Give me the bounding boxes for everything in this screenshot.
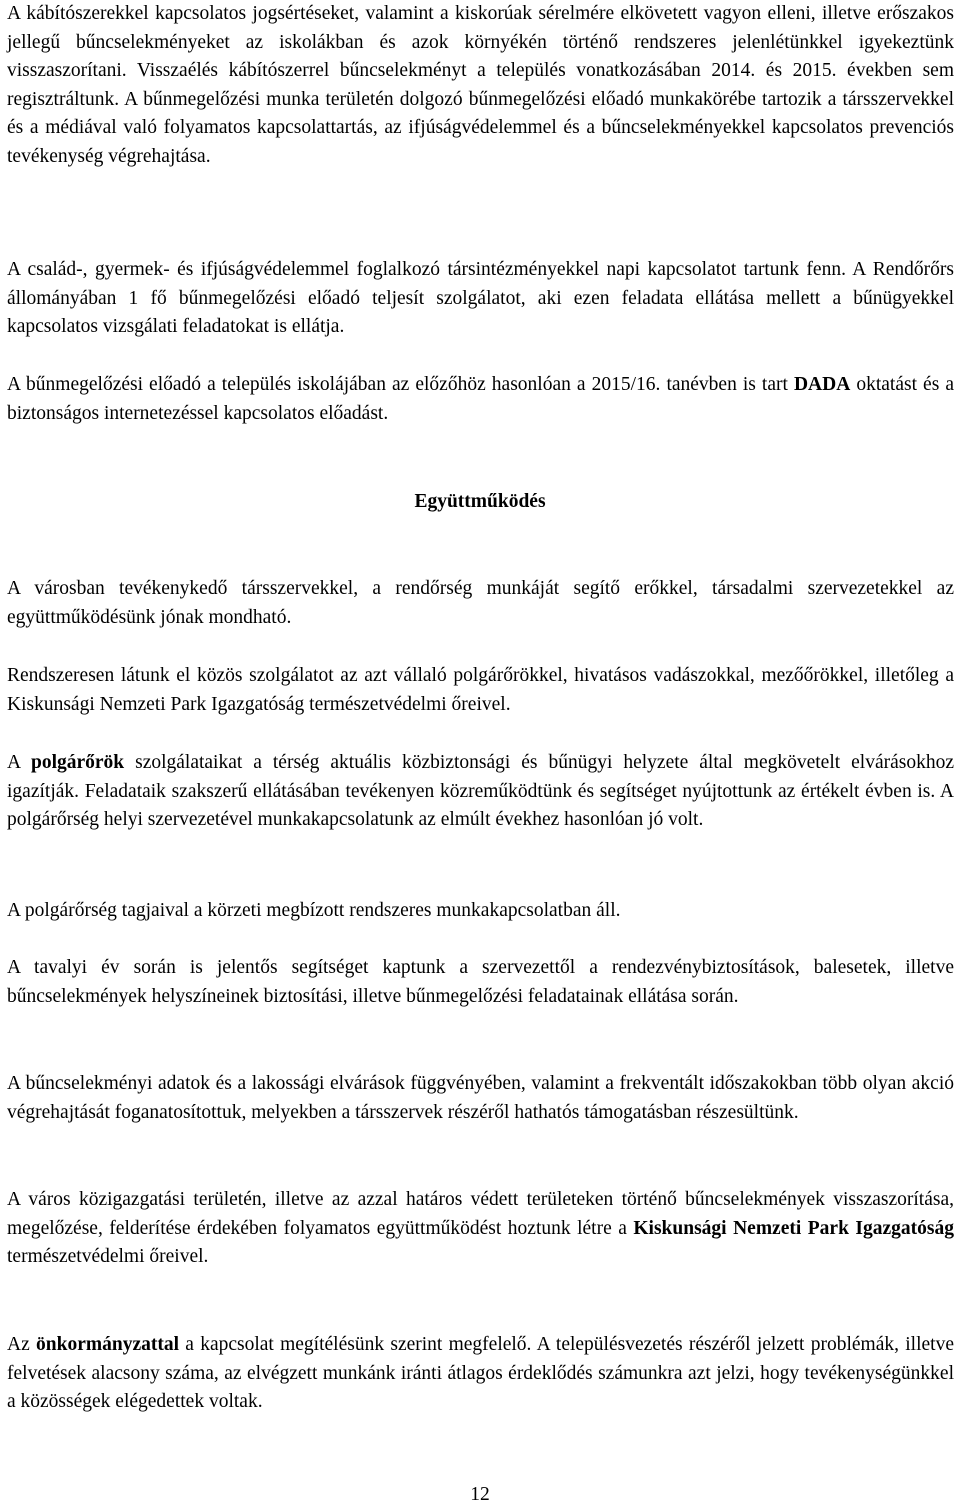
paragraph-text: A xyxy=(7,752,31,773)
paragraph-joint-service: Rendszeresen látunk el közös szolgálatot az azt vállaló polgárőrökkel, hivatásos vadászokkal, mezőőrökkel, illetőleg a Kiskunsági Nemzeti Park Igazgatóság természetvédelmi őreivel. xyxy=(7,665,954,715)
paragraph-text: természetvédelmi őreivel. xyxy=(7,1246,209,1267)
paragraph-text: A város közigazgatási területén, illetve az azzal határos védett területeken történő bűncselekmények visszaszorítása, megelőzése, felderítése érdekében folyamatos együttműködést hoztunk létre a xyxy=(7,1189,954,1239)
bold-term: önkormányzattal xyxy=(36,1334,180,1355)
paragraph-text: Az xyxy=(7,1334,37,1355)
paragraph-civil-guards xyxy=(7,749,954,835)
page-number: 12 xyxy=(470,1484,490,1505)
paragraph-municipality xyxy=(7,1331,954,1417)
paragraph-text: A bűnmegelőzési előadó a település iskolájában az előzőhöz hasonlóan a 2015/16. tanévben is tart xyxy=(7,374,794,395)
paragraph-text: a kapcsolat megítélésünk szerint megfelelő. A településvezetés részéről jelzett problémák, illetve felvetések alacsony száma, az elvégzett munkánk iránti átlagos érdeklődés számunkra azt jelzi, hogy tevékenységünkkel a közösségek elégedettek voltak. xyxy=(7,1334,954,1412)
paragraph-civil-guard-members: A polgárőrség tagjaival a körzeti megbízott rendszeres munkakapcsolatban áll. xyxy=(7,900,621,921)
paragraph-dada-program xyxy=(7,371,954,428)
paragraph-event-security: A tavalyi év során is jelentős segítséget kaptunk a szervezettől a rendezvénybiztosítások, balesetek, illetve bűncselekmények helyszíneinek biztosítási, illetve bűnmegelőzési feladatainak ellátása során. xyxy=(7,957,954,1007)
paragraph-national-park xyxy=(7,1186,954,1272)
paragraph-drug-offences: A kábítószerekkel kapcsolatos jogsértéseket, valamint a kiskorúak sérelmére elkövetett vagyon elleni, illetve erőszakos jellegű bűncselekményeket az iskolákban és azok környékén történő rendszeres jelenlétünkkel igyekeztünk visszaszorítani. Visszaélés kábítószerrel bűncselekményt a település vonatkozásában 2014. és 2015. években sem regisztráltunk. A bűnmegelőzési munka területén dolgozó bűnmegelőzési előadó munkakörébe tartozik a társszervekkel és a médiával való folyamatos kapcsolattartás, az ifjúságvédelemmel és a bűncselekményekkel kapcsolatos prevenciós tevékenység végrehajtása. xyxy=(7,3,954,167)
paragraph-cooperation: A városban tevékenykedő társszervekkel, a rendőrség munkáját segítő erőkkel, társadalmi szervezetekkel az együttműködésünk jónak mondható. xyxy=(7,578,954,628)
bold-term: DADA xyxy=(793,374,851,395)
section-heading: Együttműködés xyxy=(414,491,546,512)
bold-term: polgárőrök xyxy=(30,752,125,773)
paragraph-family-protection: A család-, gyermek- és ifjúságvédelemmel foglalkozó társintézményekkel napi kapcsolatot tartunk fenn. A Rendőrőrs állományában 1 fő bűnmegelőzési előadó teljesít szolgálatot, aki ezen feladata ellátása mellett a bűnügyekkel kapcsolatos vizsgálati feladatokat is ellátja. xyxy=(7,259,954,337)
bold-term: Kiskunsági Nemzeti Park Igazgatóság xyxy=(633,1217,954,1239)
paragraph-text: oktatást és a biztonságos internetezéssel kapcsolatos előadást. xyxy=(7,374,954,424)
paragraph-text: szolgálataikat a térség aktuális közbiztonsági és bűnügyi helyzete által megkövetelt elvárásokhoz igazítják. Feladataik szakszerű ellátásában tevékenyen közreműködtünk és segítséget nyújtottunk az értékelt évben is. A polgárőrség helyi szervezetével munkakapcsolatunk az elmúlt évekhez hasonlóan jó volt. xyxy=(7,752,954,830)
paragraph-actions: A bűncselekményi adatok és a lakossági elvárások függvényében, valamint a frekventált időszakokban több olyan akció végrehajtását foganatosítottuk, melyekben a társszervek részéről hathatós támogatásban részesültünk. xyxy=(7,1073,954,1123)
